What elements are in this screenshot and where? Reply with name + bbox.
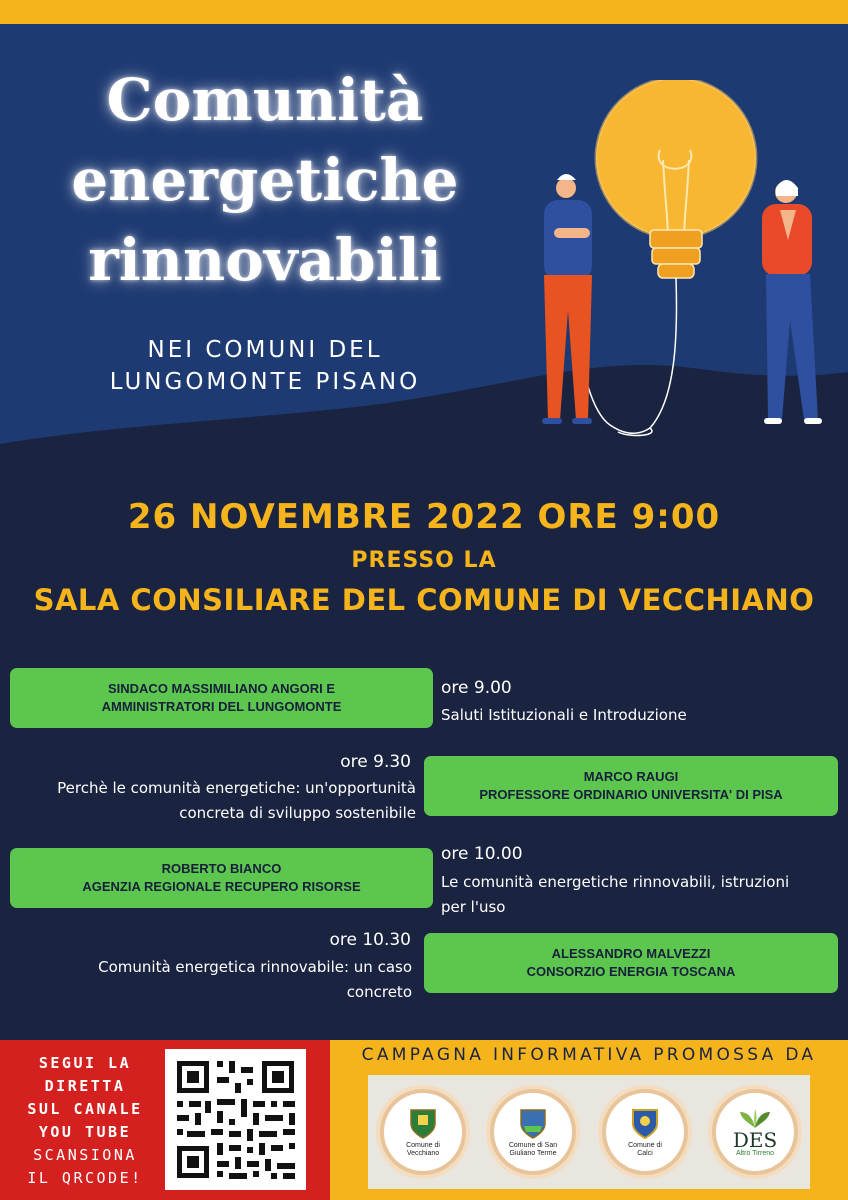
speaker-role: CONSORZIO ENERGIA TOSCANA: [526, 964, 736, 979]
logo-comune-san-giuliano-terme: Comune di San Giuliano Terme: [486, 1085, 580, 1179]
speaker-role: PROFESSORE ORDINARIO UNIVERSITA' DI PISA: [479, 787, 783, 802]
youtube-livestream-callout: SEGUI LA DIRETTA SUL CANALE YOU TUBE SCANSIONA IL QRCODE!: [27, 1054, 143, 1187]
slot-time: ore 9.00: [441, 678, 512, 698]
crest-icon: [408, 1106, 438, 1140]
speaker-name: ROBERTO BIANCO: [161, 861, 282, 876]
logo-comune-vecchiano: Comune di Vecchiano: [376, 1085, 470, 1179]
event-venue: SALA CONSILIARE DEL COMUNE DI VECCHIANO: [33, 583, 815, 617]
crest-icon: [518, 1106, 548, 1140]
speaker-pill-raugi: [424, 756, 838, 816]
speaker-pill-bianco: [10, 848, 433, 908]
speaker-name: SINDACO MASSIMILIANO ANGORI E: [107, 681, 336, 696]
logo-des-altro-tirreno: DES Altro Tirreno: [708, 1085, 802, 1179]
event-date: 26 NOVEMBRE 2022 ORE 9:00: [127, 497, 721, 537]
lightbulb-people-illustration: [500, 80, 848, 470]
logo-comune-calci: Comune di Calci: [598, 1085, 692, 1179]
slot-topic: Saluti Istituzionali e Introduzione: [441, 706, 687, 724]
page-title: Comunità energetiche rinnovabili: [71, 66, 459, 294]
event-presso-label: PRESSO LA: [351, 548, 497, 573]
top-accent-stripe: [0, 0, 848, 24]
campaign-heading: CAMPAGNA INFORMATIVA PROMOSSA DA: [361, 1045, 817, 1065]
slot-time: ore 10.30: [329, 930, 411, 950]
crest-icon: [630, 1106, 660, 1140]
slot-time: ore 10.00: [441, 844, 523, 864]
speaker-pill-malvezzi: [424, 933, 838, 993]
qr-code[interactable]: [165, 1049, 306, 1190]
slot-topic: Comunità energetica rinnovabile: un caso concreto: [98, 958, 412, 1001]
speaker-pill-angori: [10, 668, 433, 728]
speaker-role: AGENZIA REGIONALE RECUPERO RISORSE: [82, 879, 361, 894]
slot-topic: Le comunità energetiche rinnovabili, istruzioni per l'uso: [441, 873, 790, 916]
slot-time: ore 9.30: [340, 752, 411, 772]
slot-topic: Perchè le comunità energetiche: un'opportunità concreta di sviluppo sostenibile: [57, 779, 416, 822]
promoter-logos: [368, 1075, 810, 1189]
speaker-name: MARCO RAUGI: [583, 769, 679, 784]
speaker-name: ALESSANDRO MALVEZZI: [551, 946, 711, 961]
page-subtitle: NEI COMUNI DEL LUNGOMONTE PISANO: [109, 337, 421, 395]
leaf-icon: [738, 1108, 772, 1130]
speaker-role: AMMINISTRATORI DEL LUNGOMONTE: [101, 699, 342, 714]
qr-code-icon: [165, 1049, 306, 1190]
